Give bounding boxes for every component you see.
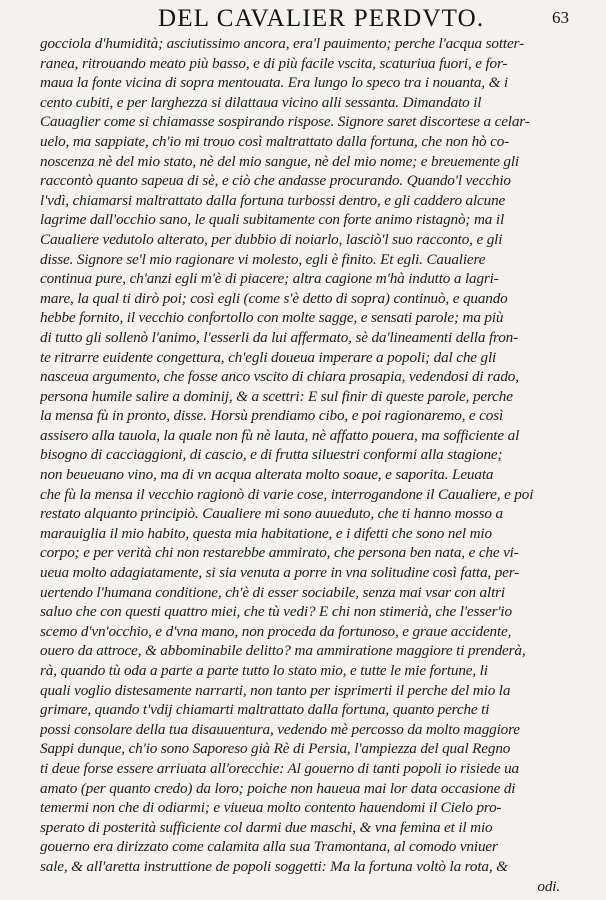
text-line: gocciola d'humidità; asciutissimo ancora, era'l pauimento; perche l'acqua sotter- <box>40 35 524 52</box>
text-line: rà, quando tù oda a parte a parte tutto lo stato mio, e tutte le mie fortune, li <box>40 662 488 679</box>
text-line: Caualiere vedutolo alterato, per dubbio di noiarlo, lasciò'l suo racconto, e gli <box>40 230 503 248</box>
running-head <box>0 2 606 36</box>
text-line: mare, la qual ti dirò poi; così egli (come s'è detto di sopra) continuò, e quando <box>40 289 508 307</box>
text-line: uelo, ma sappiate, ch'io mi trouo così maltrattato dalla fortuna, che non hò co- <box>40 132 510 150</box>
text-line: marauiglia il mio habito, questa mia habitatione, e i difetti che sono nel mio <box>40 524 492 542</box>
text-line: non beueuano vino, ma di vn acqua alterata molto soaue, e saporita. Leuata <box>40 466 494 484</box>
text-line: uertendo l'humana conditione, ch'è di esser sociabile, senza mai vsar con altri <box>40 583 505 601</box>
text-line: di tutto gli sollenò l'animo, l'esserli da lui affermato, sè da'lineamenti della fron- <box>40 328 519 346</box>
text-line: sperato di posterità sufficiente col darmi due maschi, & vna femina et il mio <box>40 818 493 836</box>
text-line: la mensa fù in pronto, disse. Horsù prendiamo cibo, e poi ragionaremo, e così <box>40 407 504 425</box>
catchword: odi. <box>537 877 560 895</box>
text-line: disse. Signore se'l mio ragionare vi molesto, egli è finito. Et egli. Caualiere <box>40 250 486 268</box>
body-text <box>40 34 596 896</box>
text-line: Sappi dunque, ch'io sono Saporeso già Rè di Persia, l'ampiezza del qual Regno <box>40 740 511 758</box>
text-line: ti deue forse essere arriuata all'orecchie: Al gouerno di tanti popoli io risiede ua <box>40 759 519 777</box>
text-line: assisero alla tauola, la quale non fù nè lauta, nè affatto pouera, ma sofficiente al <box>40 426 520 444</box>
text-line: maua la fonte vicina di sopra mentouata. Era lungo lo speco tra i nouanta, & i <box>40 74 508 92</box>
text-line: quali voglio distesamente narrarti, non tanto per isprimerti il perche del mio la <box>40 681 511 699</box>
text-line: te ritrarre euidente congettura, ch'egli doueua imperare a popoli; dal che gli <box>40 348 497 366</box>
text-line: restato alquanto principiò. Caualiere mi sono auueduto, che ti hanno mosso a <box>40 505 503 523</box>
text-line: cento cubiti, e per larghezza si dilattaua vicino alli sessanta. Dimandato il <box>40 93 482 111</box>
text-line: possi consolare della tua disauuentura, vedendo mè percosso da molto maggiore <box>40 720 520 738</box>
text-line: l'vdì, chiamarsi maltrattato dalla fortuna turbossi dentro, e gli caddero alcune <box>40 191 506 209</box>
text-line: nasceua argumento, che fosse anco vscito di chiara prosapia, vedendosi di rado, <box>40 368 519 386</box>
text-line: lagrime dall'occhio sano, le quali subitamente con forte animo ristagnò; ma il <box>40 211 505 229</box>
text-line: gouerno era dirizzato come calamita alla sua Tramontana, al comodo vniuer <box>40 838 498 856</box>
running-title: DEL CAVALIER PERDVTO. <box>158 5 485 32</box>
page-number: 63 <box>552 8 569 27</box>
text-line: ranea, ritrouando meato più basso, e di più facile vscita, scaturiua fuori, e for- <box>40 54 508 72</box>
text-line: che fù la mensa il vecchio ragionò di varie cose, interrogandone il Caualiere, e poi <box>40 485 534 503</box>
text-line: bisogno di cacciaggioni, di cascio, e di frutta siluestri conformi alla stagione; <box>40 446 503 464</box>
text-line: continua pure, ch'anzi egli m'è di piacere; altra cagione m'hà indutto a lagri- <box>40 270 499 288</box>
text-line: amato (per quanto credo) da loro; poiche non haueua mai lor data occasione di <box>40 779 516 797</box>
text-line: Cauaglier come si chiamasse sospirando rispose. Signore saret discortese a celar- <box>40 113 530 131</box>
text-line: ouero da attroce, & abbominabile delitto? ma ammiratione maggiore ti prenderà, <box>40 642 526 660</box>
text-line: scemo d'vn'occhio, e d'vna mano, non proceda da fortunoso, e graue accidente, <box>40 622 512 640</box>
text-line: grimare, quando t'vdij chiamarti maltrattato dalla fortuna, quanto perche ti <box>40 701 490 719</box>
text-line: saluo che con questi quattro miei, che tù vedi? E chi non stimerià, che l'esser'io <box>40 603 512 621</box>
text-line: temermi non che di odiarmi; e viueua molto contento hauendomi il Cielo pro- <box>40 799 502 817</box>
text-line: hebbe fornito, il vecchio confortollo con molte sagge, e sensati parole; ma più <box>40 309 504 327</box>
text-line: persona humile salire a dominij, & a scettri: E sul finir di queste parole, perche <box>40 387 513 405</box>
text-line: sale, & all'aretta instruttione de popoli soggetti: Ma la fortuna voltò la rota, & <box>40 857 508 875</box>
text-line: noscenza nè del mio stato, nè del mio sangue, nè del mio nome; e breuemente gli <box>40 152 519 170</box>
text-line: ueua molto adagiatamente, si sia venuta a porre in vna solitudine così fatta, per- <box>40 564 520 582</box>
text-line: corpo; e per verità chi non restarebbe ammirato, che persona ben nata, e che vi- <box>40 544 519 562</box>
text-line: raccontò quanto sapeua di sè, e ciò che andasse procurando. Quando'l vecchio <box>40 172 511 190</box>
